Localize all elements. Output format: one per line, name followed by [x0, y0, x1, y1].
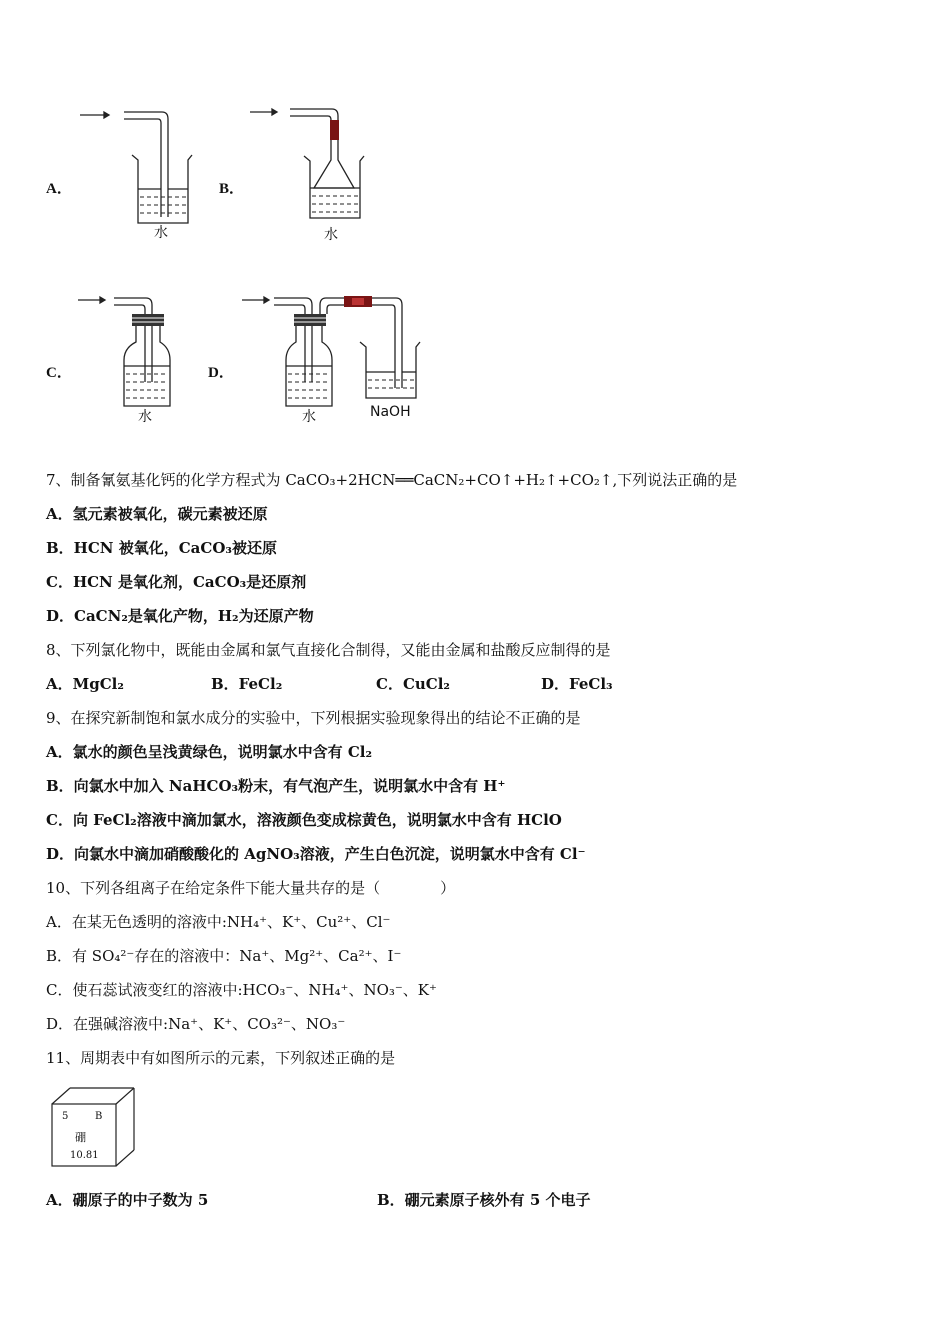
q11-option-b: B．硼元素原子核外有 5 个电子 [377, 1191, 591, 1209]
q9-option-b: B．向氯水中加入 NaHCO₃粉末，有气泡产生，说明氯水中含有 H⁺ [46, 777, 506, 795]
q7-option-b: B．HCN 被氧化，CaCO₃被还原 [46, 539, 277, 557]
q7-option-a: A．氢元素被氧化，碳元素被还原 [46, 505, 268, 523]
apparatus-c-diagram [76, 290, 196, 420]
q9-option-c: C．向 FeCl₂溶液中滴加氯水，溶液颜色变成棕黄色，说明氯水中含有 HClO [46, 811, 562, 829]
apparatus-b-diagram [248, 100, 378, 240]
q10-stem: 10、下列各组离子在给定条件下能大量共存的是（ ） [46, 879, 456, 897]
element-atomic-mass: 10.81 [70, 1150, 99, 1161]
q8-option-b: B．FeCl₂ [211, 675, 283, 693]
q8-option-d: D．FeCl₃ [541, 675, 613, 693]
q7-stem: 7、制备氰氨基化钙的化学方程式为 CaCO₃+2HCN══CaCN₂+CO↑+H₂↑+CO₂↑,下列说法正确的是 [46, 471, 738, 489]
q10-option-c: C．使石蕊试液变红的溶液中:HCO₃⁻、NH₄⁺、NO₃⁻、K⁺ [46, 981, 437, 999]
element-atomic-number: 5 [62, 1111, 69, 1122]
q8-options [46, 674, 706, 694]
apparatus-d-diagram [240, 290, 430, 420]
option-d-label: D． [208, 365, 234, 381]
q8-stem: 8、下列氯化物中，既能由金属和氯气直接化合制得，又能由金属和盐酸反应制得的是 [46, 641, 611, 659]
option-a-label: A． [46, 181, 72, 197]
element-symbol: B [95, 1111, 103, 1122]
q10-option-a: A．在某无色透明的溶液中:NH₄⁺、K⁺、Cu²⁺、Cl⁻ [46, 913, 391, 931]
q10-option-d: D．在强碱溶液中:Na⁺、K⁺、CO₃²⁻、NO₃⁻ [46, 1015, 346, 1033]
q8-option-c: C．CuCl₂ [376, 675, 450, 693]
apparatus-d-caption-naoh: NaOH [370, 404, 411, 420]
apparatus-b-caption: 水 [324, 227, 338, 243]
q7-option-d: D．CaCN₂是氧化产物，H₂为还原产物 [46, 607, 314, 625]
apparatus-c-caption: 水 [138, 409, 152, 425]
q9-option-d: D．向氯水中滴加硝酸酸化的 AgNO₃溶液，产生白色沉淀，说明氯水中含有 Cl⁻ [46, 845, 586, 863]
q11-stem: 11、周期表中有如图所示的元素，下列叙述正确的是 [46, 1049, 396, 1067]
apparatus-a-diagram [78, 105, 198, 240]
option-b-label: B． [219, 181, 245, 197]
element-name: 硼 [75, 1131, 86, 1144]
option-c-label: C． [46, 365, 72, 381]
q9-option-a: A．氯水的颜色呈浅黄绿色，说明氯水中含有 Cl₂ [46, 743, 373, 761]
q8-option-a: A．MgCl₂ [46, 675, 124, 693]
apparatus-d-caption-water: 水 [302, 409, 316, 425]
apparatus-a-caption: 水 [154, 225, 168, 241]
q9-stem: 9、在探究新制饱和氯水成分的实验中，下列根据实验现象得出的结论不正确的是 [46, 709, 581, 727]
q10-option-b: B．有 SO₄²⁻存在的溶液中：Na⁺、Mg²⁺、Ca²⁺、I⁻ [46, 947, 402, 965]
q7-option-c: C．HCN 是氧化剂，CaCO₃是还原剂 [46, 573, 307, 591]
q11-option-a: A．硼原子的中子数为 5 [46, 1191, 209, 1209]
